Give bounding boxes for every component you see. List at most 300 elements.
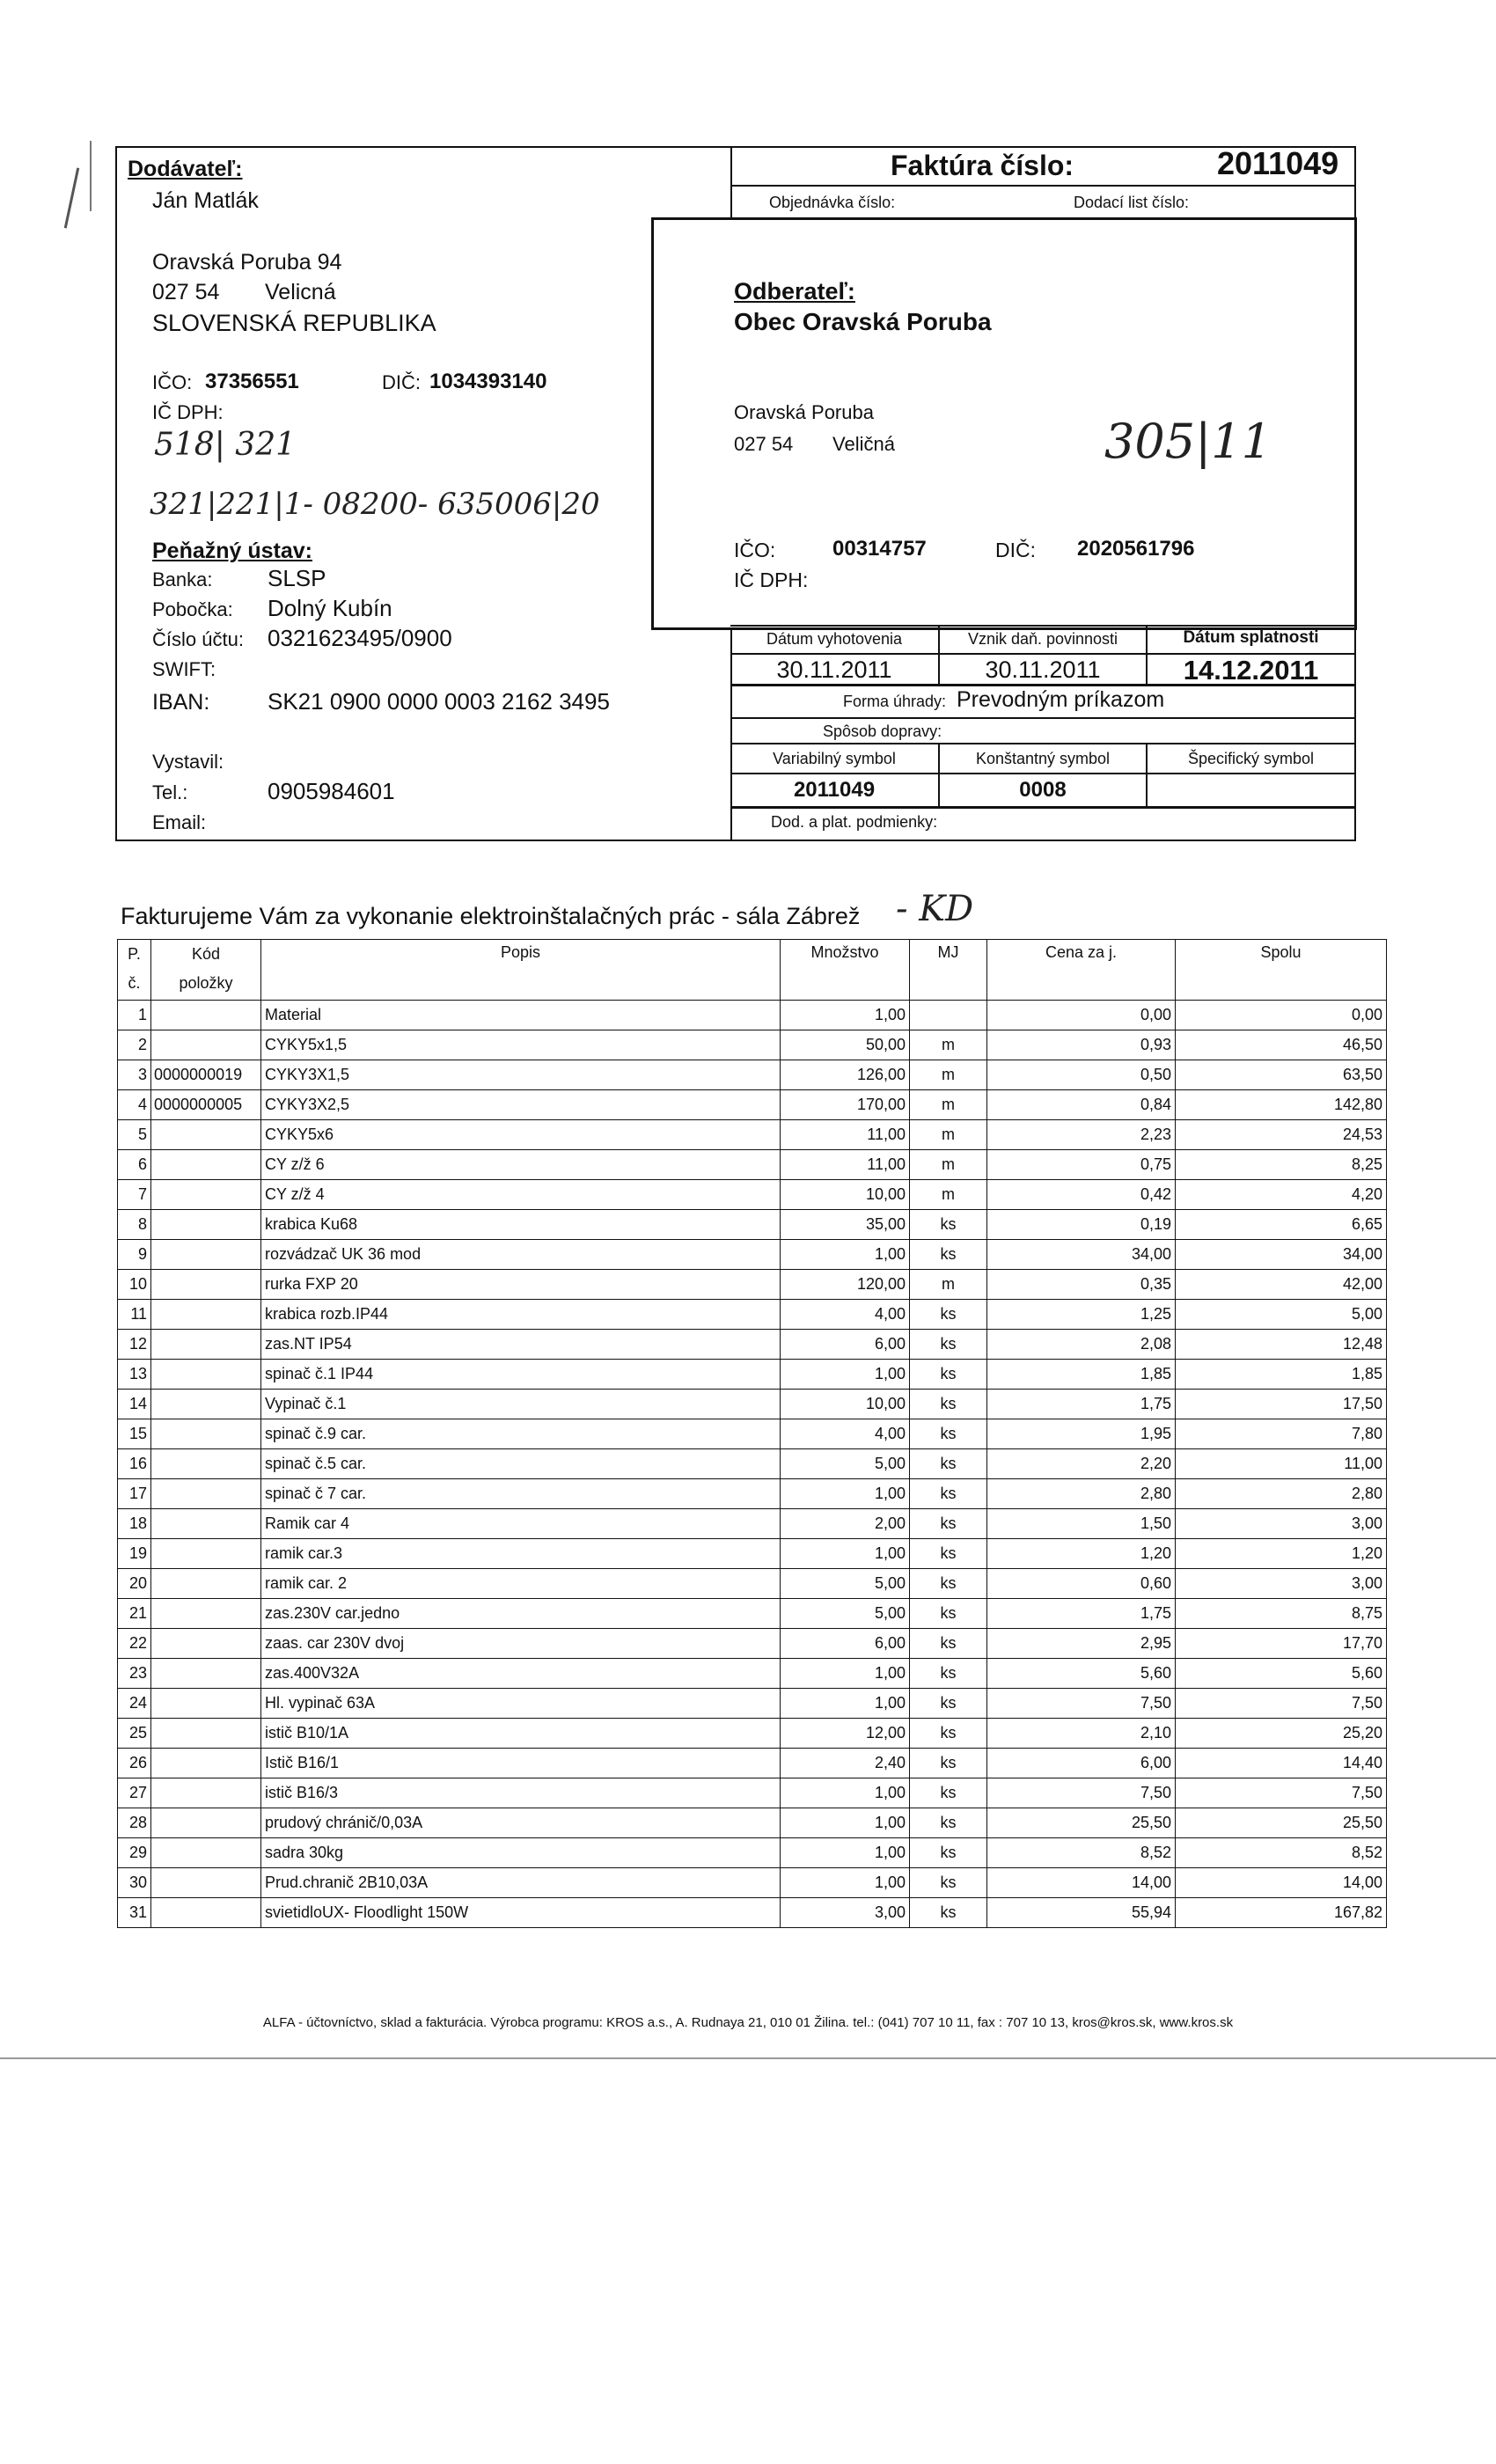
supplier-name: Ján Matlák [152,188,259,213]
cell-description: spinač č.1 IP44 [261,1360,781,1390]
cell-quantity: 5,00 [781,1449,910,1479]
header-position: P. č. [118,940,151,1001]
cell-unit-price: 0,00 [987,1001,1176,1030]
cell-item-code [151,1449,261,1479]
cell-quantity: 170,00 [781,1090,910,1120]
cell-position: 17 [118,1479,151,1509]
cell-total: 5,00 [1176,1300,1387,1330]
cell-position: 5 [118,1120,151,1150]
table-row [118,1030,1387,1060]
table-row [118,1898,1387,1928]
variable-symbol-label: Variabilný symbol [773,750,896,767]
variable-symbol: 2011049 [793,778,876,802]
cell-description: ramik car. 2 [261,1569,781,1599]
cell-total: 14,40 [1176,1749,1387,1778]
cell-unit: ks [910,1539,987,1569]
cell-quantity: 5,00 [781,1599,910,1629]
scan-mark [64,167,79,228]
cell-position: 2 [118,1030,151,1060]
dates-grid-line [730,743,1354,744]
cell-quantity: 35,00 [781,1210,910,1240]
cell-item-code [151,1838,261,1868]
cell-unit: m [910,1270,987,1300]
iban-number: SK21 0900 0000 0003 2162 3495 [268,688,610,715]
cell-quantity: 4,00 [781,1419,910,1449]
table-row [118,1509,1387,1539]
cell-description: Hl. vypinač 63A [261,1689,781,1719]
cell-description: zas.400V32A [261,1659,781,1689]
supplier-dic-label: DIČ: [382,371,421,393]
cell-unit: m [910,1030,987,1060]
cell-total: 7,80 [1176,1419,1387,1449]
table-row [118,1599,1387,1629]
cell-total: 25,20 [1176,1719,1387,1749]
dates-grid-line [730,625,1354,627]
cell-description: Material [261,1001,781,1030]
customer-icdph-label: IČ DPH: [734,568,809,591]
cell-description: krabica Ku68 [261,1210,781,1240]
header-total: Spolu [1176,940,1387,1001]
intro-text: Fakturujeme Vám za vykonanie elektroinštalačných prác - sála Zábrež [121,903,861,929]
branch-name: Dolný Kubín [268,595,392,621]
cell-position: 3 [118,1060,151,1090]
cell-unit: ks [910,1509,987,1539]
cell-item-code [151,1689,261,1719]
cell-unit-price: 6,00 [987,1749,1176,1778]
cell-unit-price: 1,75 [987,1390,1176,1419]
cell-unit: ks [910,1569,987,1599]
header-unit: MJ [910,940,987,1001]
table-row [118,1390,1387,1419]
cell-total: 12,48 [1176,1330,1387,1360]
cell-total: 34,00 [1176,1240,1387,1270]
cell-item-code [151,1808,261,1838]
cell-total: 8,52 [1176,1838,1387,1868]
cell-description: spinač č 7 car. [261,1479,781,1509]
cell-description: spinač č.9 car. [261,1419,781,1449]
cell-quantity: 1,00 [781,1240,910,1270]
cell-item-code [151,1509,261,1539]
cell-quantity: 1,00 [781,1868,910,1898]
cell-unit: ks [910,1300,987,1330]
constant-symbol: 0008 [1019,778,1067,802]
constant-symbol-label: Konštantný symbol [975,750,1111,767]
cell-quantity: 12,00 [781,1719,910,1749]
cell-position: 6 [118,1150,151,1180]
table-row [118,1360,1387,1390]
cell-unit-price: 1,20 [987,1539,1176,1569]
cell-position: 10 [118,1270,151,1300]
cell-position: 19 [118,1539,151,1569]
cell-unit-price: 8,52 [987,1838,1176,1868]
cell-description: CYKY3X1,5 [261,1060,781,1090]
cell-description: istič B16/3 [261,1778,781,1808]
table-row [118,1838,1387,1868]
footer-software-note: ALFA - účtovníctvo, sklad a fakturácia. Výrobca programu: KROS a.s., A. Rudnaya 21, 010 01 Žilina. tel.: (041) 707 10 11, fax : 707 10 13, kros@kros.sk, www.kros.sk [262,2015,1234,2030]
cell-unit: ks [910,1689,987,1719]
cell-unit-price: 0,42 [987,1180,1176,1210]
cell-description: istič B10/1A [261,1719,781,1749]
cell-unit-price: 2,80 [987,1479,1176,1509]
cell-unit: ks [910,1808,987,1838]
cell-quantity: 10,00 [781,1390,910,1419]
cell-total: 3,00 [1176,1509,1387,1539]
cell-item-code [151,1360,261,1390]
handwritten-note-account-code: 518| 321 [154,427,296,463]
table-row [118,1689,1387,1719]
cell-unit: ks [910,1838,987,1868]
cell-unit-price: 1,75 [987,1599,1176,1629]
cell-unit: m [910,1120,987,1150]
handwritten-note-initials: - KD [896,889,974,929]
cell-unit-price: 0,19 [987,1210,1176,1240]
invoice-number: 2011049 [1217,145,1339,181]
cell-description: ramik car.3 [261,1539,781,1569]
customer-heading: Odberateľ: [734,278,855,304]
cell-unit-price: 55,94 [987,1898,1176,1928]
cell-description: zas.NT IP54 [261,1330,781,1360]
cell-position: 22 [118,1629,151,1659]
cell-item-code: 0000000019 [151,1060,261,1090]
cell-total: 7,50 [1176,1778,1387,1808]
table-row [118,1629,1387,1659]
cell-description: Ramik car 4 [261,1509,781,1539]
cell-quantity: 1,00 [781,1360,910,1390]
cell-quantity: 1,00 [781,1689,910,1719]
cell-unit-price: 34,00 [987,1240,1176,1270]
cell-quantity: 1,00 [781,1659,910,1689]
cell-quantity: 11,00 [781,1150,910,1180]
cell-unit: ks [910,1240,987,1270]
specific-symbol-label: Špecifický symbol [1187,750,1315,767]
cell-description: Prud.chranič 2B10,03A [261,1868,781,1898]
table-row [118,1150,1387,1180]
cell-unit-price: 1,95 [987,1419,1176,1449]
supplier-dic: 1034393140 [429,370,547,393]
cell-unit: ks [910,1778,987,1808]
table-row [118,1778,1387,1808]
table-header-row [118,940,1387,1001]
cell-quantity: 120,00 [781,1270,910,1300]
swift-label: SWIFT: [152,658,216,680]
cell-unit: m [910,1150,987,1180]
cell-unit-price: 1,25 [987,1300,1176,1330]
cell-unit: ks [910,1210,987,1240]
cell-description: Istič B16/1 [261,1749,781,1778]
table-row [118,1749,1387,1778]
customer-zip: 027 54 [734,433,794,455]
cell-total: 7,50 [1176,1689,1387,1719]
cell-quantity: 6,00 [781,1330,910,1360]
handwritten-note-budget-code: 321|221|1- 08200- 635006|20 [150,487,600,522]
cell-unit: ks [910,1868,987,1898]
cell-unit-price: 0,84 [987,1090,1176,1120]
cell-item-code: 0000000005 [151,1090,261,1120]
table-row [118,1060,1387,1090]
cell-description: zas.230V car.jedno [261,1599,781,1629]
table-body [118,1001,1387,1928]
transport-label: Spôsob dopravy: [823,722,942,740]
cell-unit: ks [910,1898,987,1928]
cell-item-code [151,1300,261,1330]
cell-total: 17,50 [1176,1390,1387,1419]
cell-total: 4,20 [1176,1180,1387,1210]
cell-position: 12 [118,1330,151,1360]
cell-unit-price: 2,95 [987,1629,1176,1659]
scan-mark [90,141,92,211]
cell-quantity: 1,00 [781,1479,910,1509]
cell-total: 24,53 [1176,1120,1387,1150]
cell-description: CYKY5x6 [261,1120,781,1150]
header-quantity: Množstvo [781,940,910,1001]
cell-position: 24 [118,1689,151,1719]
cell-description: CYKY5x1,5 [261,1030,781,1060]
cell-position: 27 [118,1778,151,1808]
cell-item-code [151,1180,261,1210]
cell-position: 9 [118,1240,151,1270]
cell-position: 14 [118,1390,151,1419]
cell-unit-price: 5,60 [987,1659,1176,1689]
cell-unit: ks [910,1390,987,1419]
cell-quantity: 1,00 [781,1001,910,1030]
header-item-code: Kód položky [151,940,261,1001]
supplier-street: Oravská Poruba 94 [152,250,342,275]
cell-item-code [151,1719,261,1749]
cell-total: 6,65 [1176,1210,1387,1240]
customer-dic-label: DIČ: [995,539,1036,561]
customer-ico-label: IČO: [734,539,776,561]
cell-item-code [151,1030,261,1060]
cell-position: 23 [118,1659,151,1689]
cell-total: 3,00 [1176,1569,1387,1599]
cell-position: 25 [118,1719,151,1749]
cell-description: Vypinač č.1 [261,1390,781,1419]
cell-total: 14,00 [1176,1868,1387,1898]
cell-position: 16 [118,1449,151,1479]
cell-unit: ks [910,1599,987,1629]
due-date: 14.12.2011 [1183,655,1319,686]
cell-description: rurka FXP 20 [261,1270,781,1300]
supplier-icdph-label: IČ DPH: [152,401,224,423]
cell-position: 20 [118,1569,151,1599]
table-row [118,1719,1387,1749]
cell-total: 0,00 [1176,1001,1387,1030]
cell-total: 25,50 [1176,1808,1387,1838]
cell-position: 21 [118,1599,151,1629]
cell-unit-price: 1,50 [987,1509,1176,1539]
cell-total: 11,00 [1176,1449,1387,1479]
cell-item-code [151,1390,261,1419]
cell-total: 63,50 [1176,1060,1387,1090]
cell-total: 17,70 [1176,1629,1387,1659]
table-row [118,1270,1387,1300]
cell-item-code [151,1569,261,1599]
invoice-items-table [117,939,1387,1928]
cell-position: 1 [118,1001,151,1030]
cell-description: svietidloUX- Floodlight 150W [261,1898,781,1928]
dates-grid-line [730,806,1354,809]
cell-total: 46,50 [1176,1030,1387,1060]
tel-label: Tel.: [152,781,188,803]
dates-grid-line [730,773,1354,774]
cell-total: 2,80 [1176,1479,1387,1509]
cell-total: 8,75 [1176,1599,1387,1629]
cell-total: 1,20 [1176,1539,1387,1569]
cell-item-code [151,1150,261,1180]
supplier-heading: Dodávateľ: [128,157,243,181]
cell-position: 15 [118,1419,151,1449]
cell-unit-price: 0,50 [987,1060,1176,1090]
cell-unit: ks [910,1749,987,1778]
table-row [118,1569,1387,1599]
cell-quantity: 2,00 [781,1509,910,1539]
cell-description: prudový chránič/0,03A [261,1808,781,1838]
iban-label: IBAN: [152,690,210,715]
table-row [118,1210,1387,1240]
customer-ico: 00314757 [832,537,927,561]
cell-unit: ks [910,1479,987,1509]
delivery-note-label: Dodací list číslo: [1074,194,1190,211]
cell-position: 30 [118,1868,151,1898]
cell-unit-price: 2,10 [987,1719,1176,1749]
cell-total: 1,85 [1176,1360,1387,1390]
cell-unit-price: 14,00 [987,1868,1176,1898]
account-label: Číslo účtu: [152,628,244,650]
cell-description: spinač č.5 car. [261,1449,781,1479]
cell-item-code [151,1479,261,1509]
cell-unit: m [910,1060,987,1090]
cell-unit: ks [910,1419,987,1449]
table-row [118,1330,1387,1360]
cell-description: CY z/ž 6 [261,1150,781,1180]
cell-position: 4 [118,1090,151,1120]
cell-total: 142,80 [1176,1090,1387,1120]
cell-item-code [151,1240,261,1270]
cell-quantity: 5,00 [781,1569,910,1599]
customer-dic: 2020561796 [1077,537,1195,561]
cell-quantity: 1,00 [781,1808,910,1838]
cell-unit-price: 2,20 [987,1449,1176,1479]
cell-total: 42,00 [1176,1270,1387,1300]
cell-description: CY z/ž 4 [261,1180,781,1210]
order-number-label: Objednávka číslo: [769,194,896,211]
email-label: Email: [152,811,207,833]
table-row [118,1001,1387,1030]
supplier-zip: 027 54 [152,280,220,304]
cell-item-code [151,1778,261,1808]
cell-quantity: 10,00 [781,1180,910,1210]
cell-unit: ks [910,1360,987,1390]
cell-description: zaas. car 230V dvoj [261,1629,781,1659]
account-number: 0321623495/0900 [268,625,452,651]
cell-unit: m [910,1180,987,1210]
cell-unit-price: 7,50 [987,1778,1176,1808]
supplier-ico: 37356551 [205,370,299,393]
tel-number: 0905984601 [268,778,395,804]
supplier-city: Velicná [265,280,336,304]
cell-position: 7 [118,1180,151,1210]
cell-position: 31 [118,1898,151,1928]
cell-total: 8,25 [1176,1150,1387,1180]
bank-heading: Peňažný ústav: [152,539,313,563]
handwritten-note-register: 305|11 [1104,414,1272,469]
cell-item-code [151,1749,261,1778]
cell-position: 26 [118,1749,151,1778]
scan-bottom-line [0,2057,1496,2059]
issue-date: 30.11.2011 [776,656,892,683]
cell-unit-price: 0,60 [987,1569,1176,1599]
cell-position: 29 [118,1838,151,1868]
cell-unit: ks [910,1719,987,1749]
title-row-divider [730,185,1354,187]
cell-quantity: 2,40 [781,1749,910,1778]
cell-unit-price: 25,50 [987,1808,1176,1838]
table-row [118,1180,1387,1210]
cell-unit-price: 0,75 [987,1150,1176,1180]
supplier-country: SLOVENSKÁ REPUBLIKA [152,310,436,336]
customer-city: Veličná [832,433,895,455]
header-description: Popis [261,940,781,1001]
cell-unit: m [910,1090,987,1120]
cell-position: 13 [118,1360,151,1390]
cell-description: rozvádzač UK 36 mod [261,1240,781,1270]
cell-item-code [151,1210,261,1240]
cell-quantity: 6,00 [781,1629,910,1659]
table-row [118,1449,1387,1479]
cell-item-code [151,1599,261,1629]
cell-description: krabica rozb.IP44 [261,1300,781,1330]
cell-unit-price: 7,50 [987,1689,1176,1719]
header-unit-price: Cena za j. [987,940,1176,1001]
cell-unit-price: 0,93 [987,1030,1176,1060]
table-row [118,1419,1387,1449]
cell-unit-price: 2,08 [987,1330,1176,1360]
cell-item-code [151,1659,261,1689]
due-date-label: Dátum splatnosti [1183,628,1319,647]
cell-position: 28 [118,1808,151,1838]
bank-label: Banka: [152,568,213,590]
cell-unit: ks [910,1449,987,1479]
cell-unit [910,1001,987,1030]
table-row [118,1868,1387,1898]
cell-item-code [151,1120,261,1150]
cell-description: sadra 30kg [261,1838,781,1868]
bank-name: SLSP [268,565,326,591]
payment-form: Prevodným príkazom [957,687,1165,712]
cell-position: 11 [118,1300,151,1330]
table-row [118,1240,1387,1270]
cell-item-code [151,1419,261,1449]
cell-item-code [151,1898,261,1928]
table-row [118,1539,1387,1569]
cell-quantity: 1,00 [781,1778,910,1808]
cell-quantity: 126,00 [781,1060,910,1090]
cell-unit-price: 1,85 [987,1360,1176,1390]
table-row [118,1300,1387,1330]
delivery-terms-label: Dod. a plat. podmienky: [771,813,938,831]
cell-unit-price: 0,35 [987,1270,1176,1300]
invoice-title: Faktúra číslo: [891,150,1074,181]
cell-description: CYKY3X2,5 [261,1090,781,1120]
cell-item-code [151,1270,261,1300]
cell-item-code [151,1629,261,1659]
cell-quantity: 1,00 [781,1539,910,1569]
cell-unit-price: 2,23 [987,1120,1176,1150]
issue-date-label: Dátum vyhotovenia [766,630,903,648]
branch-label: Pobočka: [152,598,233,620]
cell-unit: ks [910,1659,987,1689]
cell-item-code [151,1539,261,1569]
